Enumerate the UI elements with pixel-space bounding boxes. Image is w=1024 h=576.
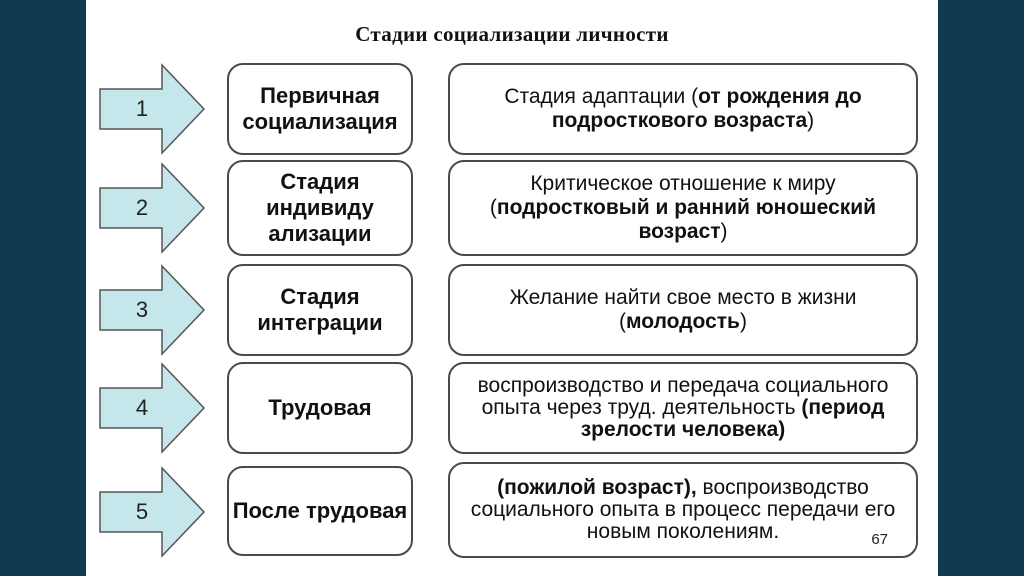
slide-title: Стадии социализации личности xyxy=(355,22,669,46)
desc-text: Стадия адаптации ( xyxy=(504,85,699,108)
stage-desc-box xyxy=(448,63,918,155)
stage-arrow-1 xyxy=(98,63,208,155)
stage-name: После трудовая xyxy=(232,498,408,523)
stage-desc-box xyxy=(448,264,918,356)
desc-text: ) xyxy=(720,220,728,243)
desc-bold: молодость xyxy=(626,310,740,333)
stage-name: Стадия индивиду ализации xyxy=(266,169,374,246)
desc-text: Желание найти свое место в жизни ( xyxy=(509,286,857,333)
stage-number: 3 xyxy=(135,297,149,322)
stage-arrow-4 xyxy=(98,362,208,454)
stage-name-box xyxy=(227,160,413,256)
desc-text: ) xyxy=(739,310,747,333)
stage-name-box xyxy=(227,63,413,155)
desc-text: ) xyxy=(807,109,815,132)
page-number: 67 xyxy=(871,531,888,548)
stage-number: 4 xyxy=(135,395,149,420)
desc-text: Критическое отношение к миру ( xyxy=(489,172,836,219)
stage-desc xyxy=(450,85,916,133)
stage-desc-box xyxy=(448,362,918,454)
stage-number: 2 xyxy=(135,195,149,220)
stage-number: 5 xyxy=(135,499,149,524)
stage-name-box xyxy=(227,466,413,556)
stage-desc xyxy=(450,286,916,334)
desc-bold: (период зрелости человека) xyxy=(580,396,885,441)
slide xyxy=(86,0,938,576)
stage-desc xyxy=(450,477,916,543)
stage-name-box xyxy=(227,264,413,356)
stage-name: Первичная социализация xyxy=(242,83,398,134)
stage-name-box xyxy=(227,362,413,454)
desc-text: воспроизводство социального опыта в процесс передачи его новым поколениям. xyxy=(470,476,896,543)
stage-desc xyxy=(450,375,916,441)
stage-desc xyxy=(450,172,916,244)
desc-text: воспроизводство и передача социального опыта через труд. деятельность xyxy=(477,374,889,419)
desc-bold: (пожилой возраст), xyxy=(497,476,697,499)
stage-arrow-5 xyxy=(98,466,208,558)
stage-desc-box xyxy=(448,462,918,558)
desc-bold: от рождения до подросткового возраста xyxy=(551,85,862,132)
stage-number: 1 xyxy=(135,96,149,121)
stage-name: Трудовая xyxy=(268,395,372,420)
desc-bold: подростковый и ранний юношеский возраст xyxy=(496,196,877,243)
stage-arrow-2 xyxy=(98,162,208,254)
stage-desc-box xyxy=(448,160,918,256)
stage-name: Стадия интеграции xyxy=(257,284,383,335)
stage-arrow-3 xyxy=(98,264,208,356)
